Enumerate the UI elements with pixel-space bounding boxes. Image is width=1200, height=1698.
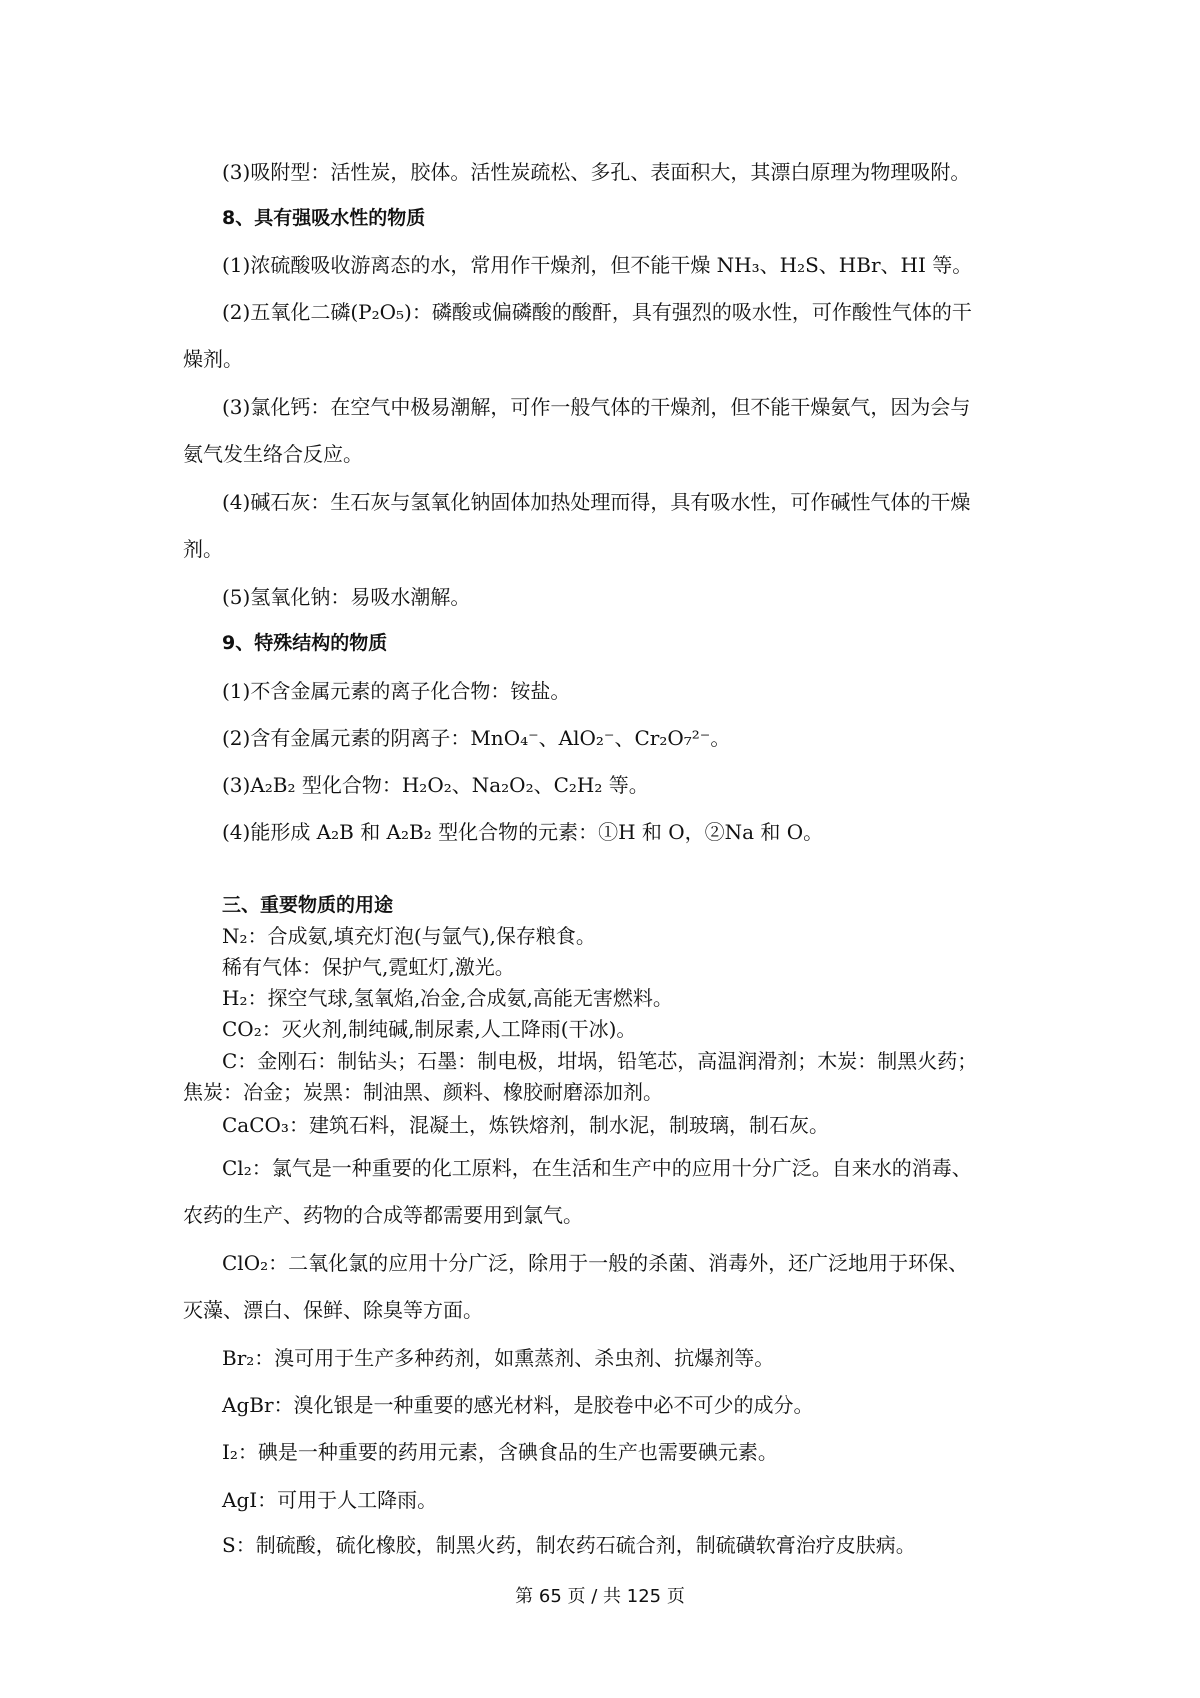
section-heading: 8、具有强吸水性的物质 xyxy=(222,207,426,229)
text-line: 剂。 xyxy=(183,537,223,561)
text-line: H₂：探空气球,氢氧焰,冶金,合成氨,高能无害燃料。 xyxy=(222,986,673,1010)
text-line: S：制硫酸，硫化橡胶，制黑火药，制农药石硫合剂，制硫磺软膏治疗皮肤病。 xyxy=(222,1533,916,1557)
text-line: (1)浓硫酸吸收游离态的水，常用作干燥剂，但不能干燥 NH₃、H₂S、HBr、HI 等。 xyxy=(222,253,973,277)
section-heading: 9、特殊结构的物质 xyxy=(222,632,388,654)
text-line: AgI：可用于人工降雨。 xyxy=(222,1488,438,1512)
text-line: CaCO₃：建筑石料，混凝土，炼铁熔剂，制水泥，制玻璃，制石灰。 xyxy=(222,1113,829,1137)
text-line: 焦炭：冶金；炭黑：制油黑、颜料、橡胶耐磨添加剂。 xyxy=(183,1080,663,1104)
text-line: 农药的生产、药物的合成等都需要用到氯气。 xyxy=(183,1203,583,1227)
text-line: 氨气发生络合反应。 xyxy=(183,442,363,466)
text-line: (2)五氧化二磷(P₂O₅)：磷酸或偏磷酸的酸酐，具有强烈的吸水性，可作酸性气体的干 xyxy=(222,300,972,324)
text-line: CO₂：灭火剂,制纯碱,制尿素,人工降雨(干冰)。 xyxy=(222,1017,637,1041)
text-line: ClO₂：二氧化氯的应用十分广泛，除用于一般的杀菌、消毒外，还广泛地用于环保、 xyxy=(222,1251,969,1275)
text-line: 稀有气体：保护气,霓虹灯,激光。 xyxy=(222,955,515,979)
text-line: (2)含有金属元素的阴离子：MnO₄⁻、AlO₂⁻、Cr₂O₇²⁻。 xyxy=(222,726,731,750)
text-line: (3)A₂B₂ 型化合物：H₂O₂、Na₂O₂、C₂H₂ 等。 xyxy=(222,773,649,797)
text-line: (4)能形成 A₂B 和 A₂B₂ 型化合物的元素：①H 和 O，②Na 和 O。 xyxy=(222,820,824,844)
text-line: Cl₂：氯气是一种重要的化工原料，在生活和生产中的应用十分广泛。自来水的消毒、 xyxy=(222,1156,972,1180)
text-line: I₂：碘是一种重要的药用元素，含碘食品的生产也需要碘元素。 xyxy=(222,1440,778,1464)
text-line: (4)碱石灰：生石灰与氢氧化钠固体加热处理而得，具有吸水性，可作碱性气体的干燥 xyxy=(222,490,971,514)
text-line: 灭藻、漂白、保鲜、除臭等方面。 xyxy=(183,1298,483,1322)
text-line: N₂：合成氨,填充灯泡(与氩气),保存粮食。 xyxy=(222,924,596,948)
text-line: (1)不含金属元素的离子化合物：铵盐。 xyxy=(222,679,571,703)
text-line: AgBr：溴化银是一种重要的感光材料，是胶卷中必不可少的成分。 xyxy=(222,1393,814,1417)
text-line: (3)氯化钙：在空气中极易潮解，可作一般气体的干燥剂，但不能干燥氨气，因为会与 xyxy=(222,395,971,419)
page-footer: 第 65 页 / 共 125 页 xyxy=(515,1586,685,1607)
text-line: C：金刚石：制钻头；石墨：制电极，坩埚，铅笔芯，高温润滑剂；木炭：制黑火药； xyxy=(222,1049,978,1073)
text-line: Br₂：溴可用于生产多种药剂，如熏蒸剂、杀虫剂、抗爆剂等。 xyxy=(222,1346,775,1370)
text-line: (5)氢氧化钠：易吸水潮解。 xyxy=(222,585,471,609)
text-line: 燥剂。 xyxy=(183,347,243,371)
section-heading: 三、重要物质的用途 xyxy=(222,894,394,916)
text-line: (3)吸附型：活性炭，胶体。活性炭疏松、多孔、表面积大，其漂白原理为物理吸附。 xyxy=(222,160,971,184)
